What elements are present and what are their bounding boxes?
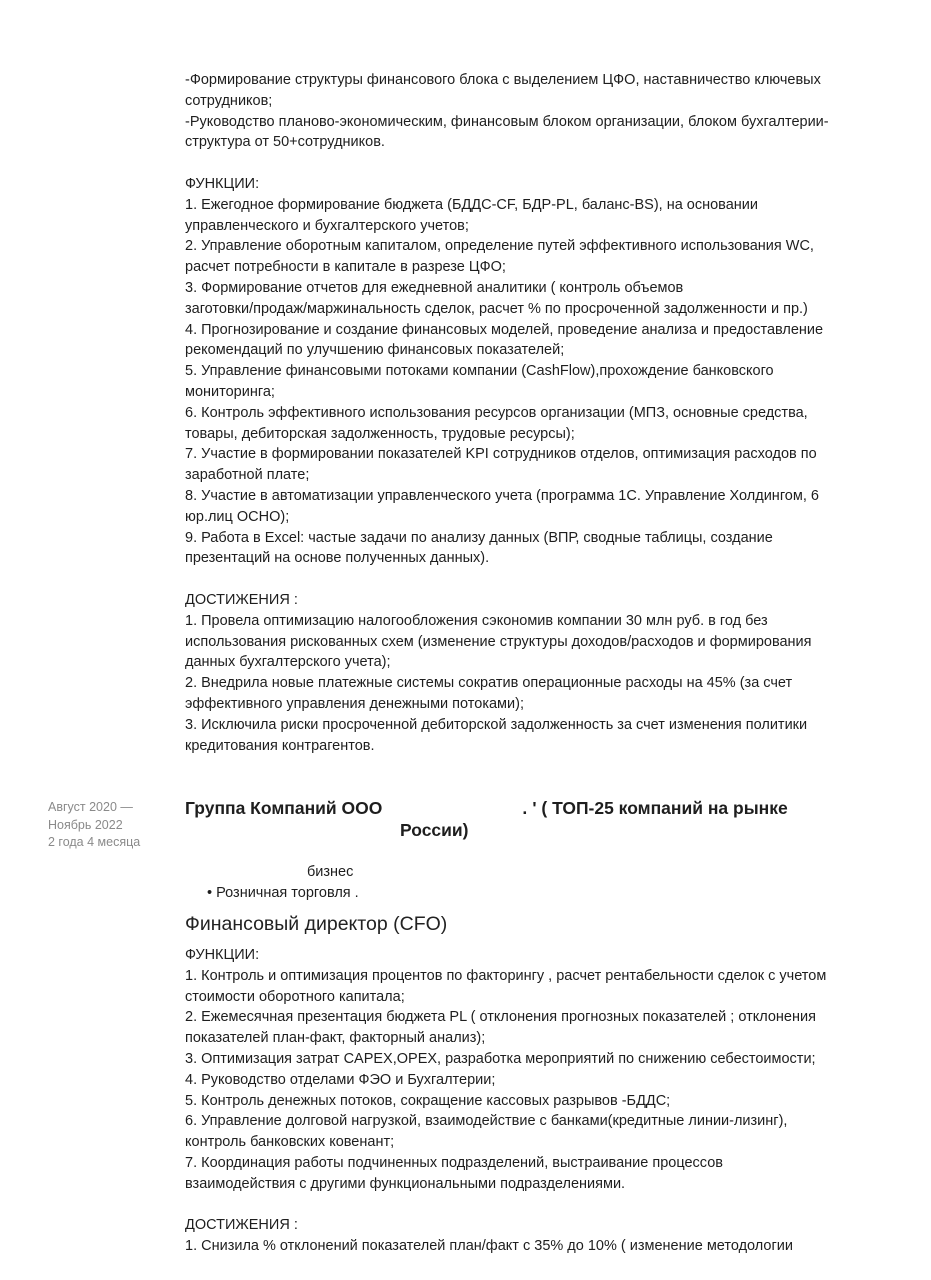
function-line: 4. Прогнозирование и создание финансовых моделей, проведение анализа и предоставление: [185, 321, 824, 338]
period-duration: 2 года 4 месяца: [48, 835, 141, 849]
function-line: 6. Контроль эффективного использования ресурсов организации (МПЗ, основные средства,: [185, 404, 808, 421]
function-line: показателей план-факт, факторный анализ);: [185, 1030, 486, 1047]
job2-description: [185, 945, 885, 1257]
company-name-line2: России): [400, 820, 469, 840]
achievements-heading: ДОСТИЖЕНИЯ :: [185, 1217, 298, 1234]
intro-line: -Формирование структуры финансового блока с выделением ЦФО, наставничество ключевых: [185, 72, 821, 88]
achievement-line: эффективного управления денежными потоками);: [185, 695, 524, 712]
function-line: товары, дебиторская задолженность, трудовые ресурсы);: [185, 425, 575, 442]
period-end: Ноябрь 2022: [48, 817, 123, 832]
functions-heading: ФУНКЦИИ:: [185, 175, 260, 192]
function-line: контроль банковских ковенант;: [185, 1134, 395, 1151]
function-line: презентаций на основе полученных данных).: [185, 550, 490, 567]
job-title: Финансовый директор (CFO): [185, 913, 448, 935]
function-line: 7. Участие в формировании показателей KPI сотрудников отделов, оптимизация расходов по: [185, 446, 817, 463]
job1-description: [185, 70, 885, 756]
function-line: 4. Руководство отделами ФЭО и Бухгалтерии;: [185, 1071, 496, 1088]
achievement-line: 1. Снизила % отклонений показателей план/факт с 35% до 10% ( изменение методологии: [185, 1238, 793, 1255]
achievement-line: 1. Провела оптимизацию налогообложения сэкономив компании 30 млн руб. в год без: [185, 612, 768, 629]
intro-line: структура от 50+сотрудников.: [185, 134, 385, 151]
function-line: управленческого и бухгалтерского учетов;: [185, 217, 469, 234]
function-line: 6. Управление долговой нагрузкой, взаимодействие с банками(кредитные линии-лизинг),: [185, 1113, 788, 1130]
function-line: стоимости оборотного капитала;: [185, 988, 405, 1005]
function-line: 5. Управление финансовыми потоками компании (CashFlow),прохождение банковского: [185, 363, 774, 380]
function-line: заработной плате;: [185, 467, 310, 484]
function-line: рекомендаций по улучшению финансовых показателей;: [185, 342, 565, 359]
function-line: заготовки/продаж/маржинальность сделок, расчет % по просроченной задолженности и пр.): [185, 300, 808, 317]
intro-line: -Руководство планово-экономическим, финансовым блоком организации, блоком бухгалтерии-: [185, 113, 829, 130]
function-line: 1. Ежегодное формирование бюджета (БДДС-CF, БДР-PL, баланс-BS), на основании: [185, 196, 758, 213]
function-line: 7. Координация работы подчиненных подразделений, выстраивание процессов: [185, 1154, 723, 1171]
function-line: юр.лиц ОСНО);: [185, 508, 290, 525]
function-line: 8. Участие в автоматизации управленческого учета (программа 1С. Управление Холдингом, 6: [185, 487, 819, 504]
company-name: [185, 797, 875, 841]
company-name-part1: Группа Компаний ООО: [185, 798, 383, 818]
industry-label: бизнес: [307, 864, 354, 880]
function-line: 5. Контроль денежных потоков, сокращение кассовых разрывов -БДДС;: [185, 1092, 671, 1109]
achievement-line: 3. Исключила риски просроченной дебиторской задолженность за счет изменения политики: [185, 716, 808, 733]
function-line: 3. Формирование отчетов для ежедневной аналитики ( контроль объемов: [185, 279, 684, 296]
period-start: Август 2020 —: [48, 800, 133, 814]
functions-heading: ФУНКЦИИ:: [185, 947, 260, 963]
function-line: расчет потребности в капитале в разрезе ЦФО;: [185, 259, 506, 276]
function-line: 2. Управление оборотным капиталом, определение путей эффективного использования WC,: [185, 238, 814, 255]
function-line: 1. Контроль и оптимизация процентов по факторингу , расчет рентабельности сделок с учетом: [185, 967, 827, 984]
job2-period: [48, 799, 140, 852]
achievement-line: данных бухгалтерского учета);: [185, 654, 391, 671]
achievement-line: использования рискованных схем (изменение структуры доходов/расходов и формирования: [185, 633, 812, 650]
function-line: 2. Ежемесячная презентация бюджета PL ( отклонения прогнозных показателей ; отклонения: [185, 1009, 816, 1026]
company-name-part2: ' ( ТОП-25 компаний на рынке: [532, 798, 788, 818]
function-line: мониторинга;: [185, 383, 275, 400]
achievement-line: кредитования контрагентов.: [185, 737, 375, 754]
company-name-dot: .: [522, 798, 528, 818]
achievements-heading: ДОСТИЖЕНИЯ :: [185, 591, 298, 608]
industry-item: • Розничная торговля .: [207, 885, 359, 901]
function-line: 9. Работа в Excel: частые задачи по анализу данных (ВПР, сводные таблицы, создание: [185, 529, 773, 546]
achievement-line: 2. Внедрила новые платежные системы сократив операционные расходы на 45% (за счет: [185, 675, 793, 692]
intro-line: сотрудников;: [185, 92, 273, 109]
function-line: 3. Оптимизация затрат CAPEX,OPEX, разработка мероприятий по снижению себестоимости;: [185, 1050, 816, 1067]
function-line: взаимодействия с другими функциональными подразделениями.: [185, 1175, 626, 1192]
